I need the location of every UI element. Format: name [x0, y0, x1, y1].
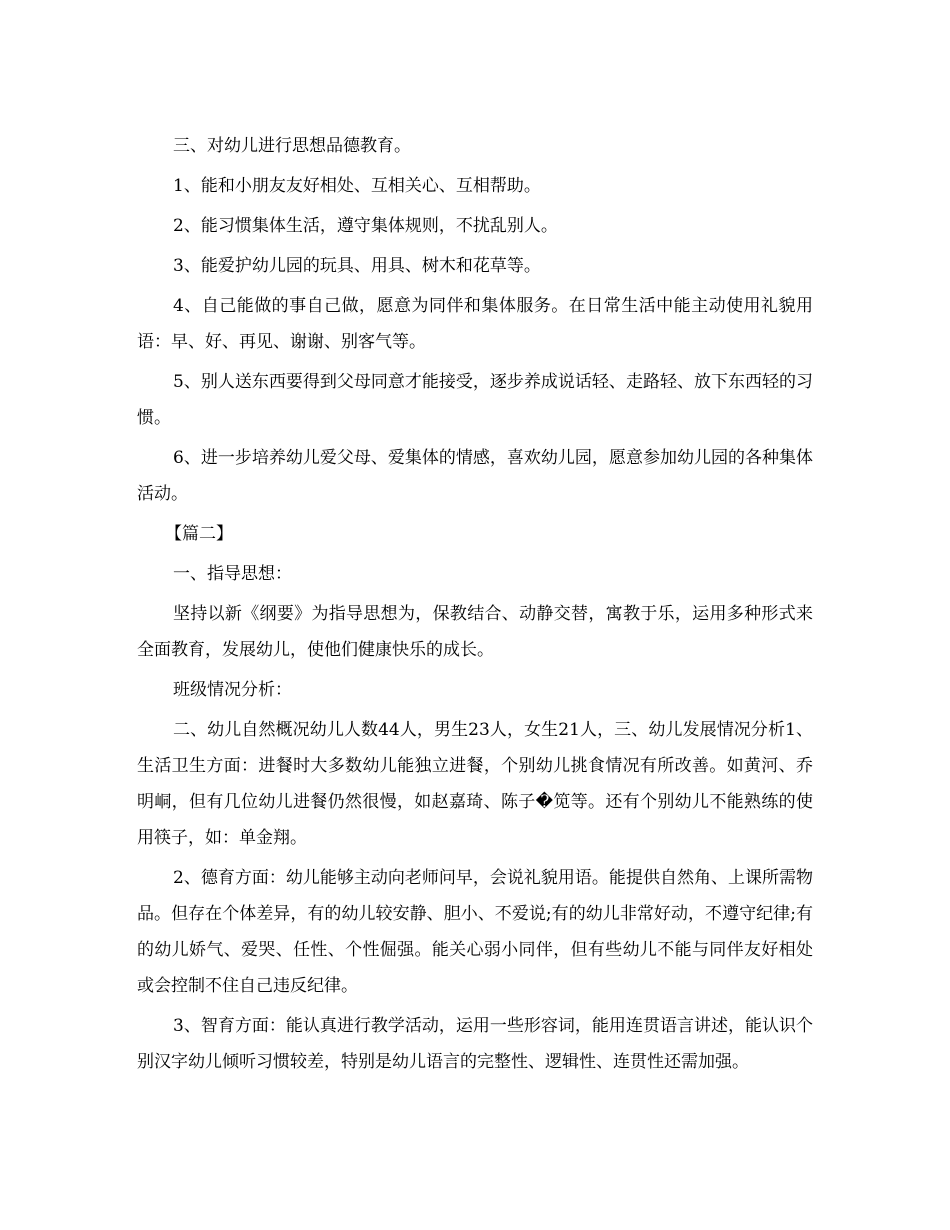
heading-class-analysis: 班级情况分析：	[173, 680, 292, 700]
heading-guiding-ideology: 一、指导思想：	[173, 564, 292, 584]
paragraph-intellectual-aspect: 3、智育方面：能认真进行教学活动，运用一些形容词，能用连贯语言讲述，能认识个别汉字幼儿倾听习惯较差，特别是幼儿语言的完整性、逻辑性、连贯性还需加强。	[137, 1016, 813, 1072]
paragraph-item-1: 1、能和小朋友友好相处、互相关心、互相帮助。	[173, 176, 541, 196]
paragraph-item-5: 5、别人送东西要得到父母同意才能接受，逐步养成说话轻、走路轻、放下东西轻的习惯。	[137, 372, 813, 428]
paragraph-guiding-ideology: 坚持以新《纲要》为指导思想为，保教结合、动静交替，寓教于乐，运用多种形式来全面教育，发展幼儿，使他们健康快乐的成长。	[137, 604, 813, 660]
paragraph-item-3: 3、能爱护幼儿园的玩具、用具、树木和花草等。	[173, 256, 541, 276]
heading-moral-education: 三、对幼儿进行思想品德教育。	[173, 136, 411, 156]
document-body	[137, 128, 813, 1084]
paragraph-item-4: 4、自己能做的事自己做，愿意为同伴和集体服务。在日常生活中能主动使用礼貌用语：早、好、再见、谢谢、别客气等。	[137, 296, 813, 352]
paragraph-moral-aspect: 2、德育方面：幼儿能够主动向老师问早，会说礼貌用语。能提供自然角、上课所需物品。但存在个体差异，有的幼儿较安静、胆小、不爱说;有的幼儿非常好动，不遵守纪律;有的幼儿娇气、爱哭、任性、个性倔强。能关心弱小同伴，但有些幼儿不能与同伴友好相处或会控制不住自己违反纪律。	[137, 868, 813, 996]
paragraph-item-2: 2、能习惯集体生活，遵守集体规则，不扰乱别人。	[173, 216, 558, 236]
section-title: 【篇二】	[165, 524, 233, 544]
paragraph-item-6: 6、进一步培养幼儿爱父母、爱集体的情感，喜欢幼儿园，愿意参加幼儿园的各种集体活动。	[137, 448, 813, 504]
paragraph-class-overview: 二、幼儿自然概况幼儿人数44人，男生23人，女生21人，三、幼儿发展情况分析1、生活卫生方面：进餐时大多数幼儿能独立进餐，个别幼儿挑食情况有所改善。如黄河、乔明峒，但有几位幼儿进餐仍然很慢，如赵嘉琦、陈子�笕等。还有个别幼儿不能熟练的使用筷子，如：单金翔。	[137, 720, 813, 848]
